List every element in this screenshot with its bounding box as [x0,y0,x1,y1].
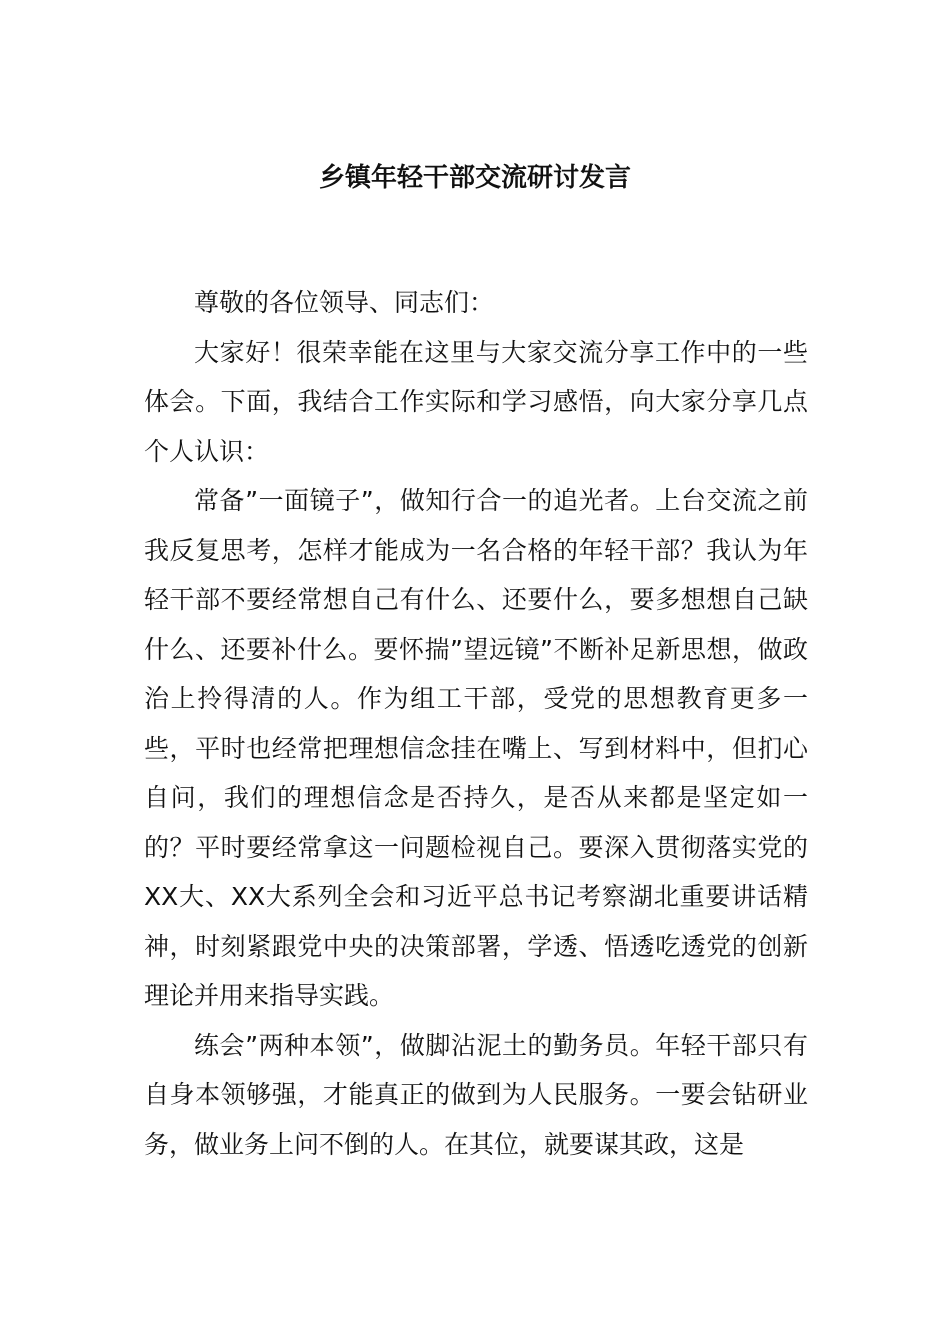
section-one-paragraph: 常备”一面镜子”，做知行合一的追光者。上台交流之前我反复思考，怎样才能成为一名合格的年轻干部？我认为年轻干部不要经常想自己有什么、还要什么，要多想想自己缺什么、还要补什么。要怀揣”望远镜”不断补足新思想，做政治上拎得清的人。作为组工干部，受党的思想教育更多一些，平时也经常把理想信念挂在嘴上、写到材料中，但扪心自问，我们的理想信念是否持久，是否从来都是坚定如一的？平时要经常拿这一问题检视自己。要深入贯彻落实党的XX大、XX大系列全会和习近平总书记考察湖北重要讲话精神，时刻紧跟党中央的决策部署，学透、悟透吃透党的创新理论并用来指导实践。 [144,486,808,1010]
document-body [144,278,808,1169]
section-two-paragraph: 练会”两种本领”，做脚沾泥土的勤务员。年轻干部只有自身本领够强，才能真正的做到为人民服务。一要会钻研业务，做业务上问不倒的人。在其位，就要谋其政，这是 [144,1030,808,1159]
greeting-paragraph: 尊敬的各位领导、同志们： [194,288,495,317]
intro-paragraph: 大家好！很荣幸能在这里与大家交流分享工作中的一些体会。下面，我结合工作实际和学习感悟，向大家分享几点个人认识： [144,337,808,466]
document-title: 乡镇年轻干部交流研讨发言 [318,163,631,193]
